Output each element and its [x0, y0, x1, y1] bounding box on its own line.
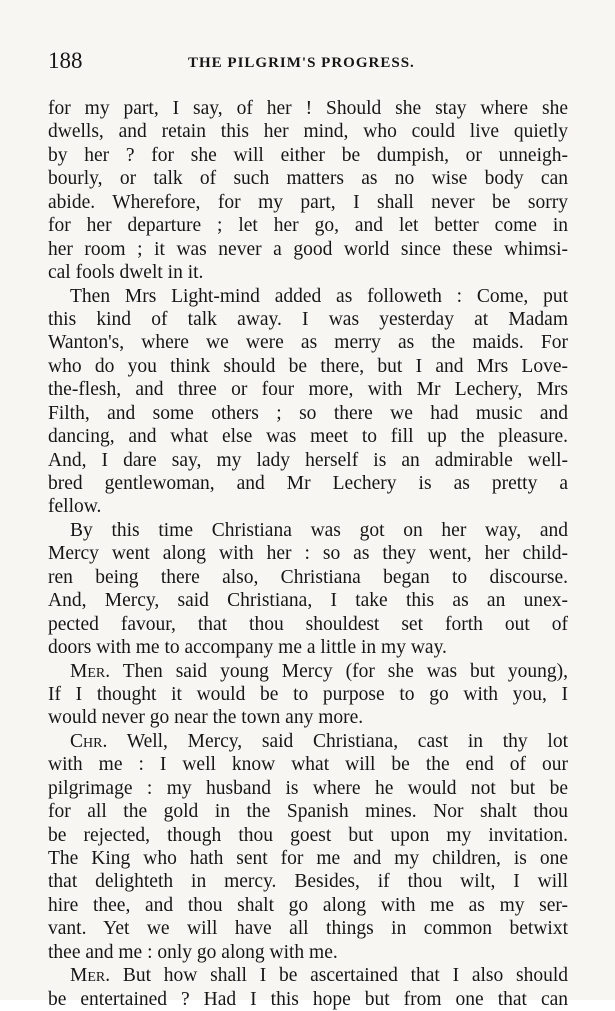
text-line [48, 917, 568, 940]
text-line [48, 144, 568, 167]
text-line [48, 449, 568, 472]
line-text: the-flesh, and three or four more, with Mr Lechery, Mrs [48, 379, 568, 401]
text-line [48, 425, 568, 448]
text-line [48, 97, 568, 120]
line-text: dancing, and what else was meet to fill up the pleasure. [48, 426, 568, 448]
line-text: be entertained ? Had I this hope but from one that can [48, 988, 568, 1010]
line-text: thee and me : only go along with me. [48, 941, 338, 963]
text-line [48, 847, 568, 870]
text-line [48, 964, 568, 987]
text-line [48, 800, 568, 823]
text-line [48, 706, 568, 729]
text-line [48, 214, 568, 237]
text-line [48, 730, 568, 753]
line-text: If I thought it would be to purpose to go with you, I [48, 683, 568, 705]
line-text: with me : I well know what will be the end of our [48, 754, 568, 776]
line-text: that delighteth in mercy. Besides, if thou wilt, I will [48, 871, 568, 893]
line-text: pilgrimage : my husband is where he would not but be [48, 777, 568, 799]
line-text: for her departure ; let her go, and let better come in [48, 215, 568, 237]
text-line [48, 378, 568, 401]
body-text [48, 97, 568, 1011]
line-text: by her ? for she will either be dumpish, or unneigh- [48, 144, 568, 166]
text-line [48, 683, 568, 706]
line-text: abide. Wherefore, for my part, I shall never be sorry [48, 191, 568, 213]
running-title: THE PILGRIM'S PROGRESS. [188, 55, 415, 71]
line-text: this kind of talk away. I was yesterday at Madam [48, 308, 568, 330]
line-text: And, Mercy, said Christiana, I take this as an unex- [48, 590, 568, 612]
line-text: fellow. [48, 496, 102, 518]
text-line [48, 355, 568, 378]
page-number: 188 [48, 48, 83, 73]
text-line [48, 824, 568, 847]
line-text: ren being there also, Christiana began to discourse. [48, 566, 568, 588]
line-text: who do you think should be there, but I and Mrs Love- [48, 355, 568, 377]
line-text: Mercy went along with her : so as they went, her child- [48, 543, 568, 565]
running-header [48, 48, 568, 78]
line-text: bourly, or talk of such matters as no wise body can [48, 168, 568, 190]
line-text: Then Mrs Light-mind added as followeth : Come, put [70, 285, 568, 307]
line-text: pected favour, that thou shouldest set forth out of [48, 613, 568, 635]
text-line [48, 519, 568, 542]
text-line [48, 191, 568, 214]
text-line [48, 613, 568, 636]
text-line [48, 589, 568, 612]
text-line [48, 988, 568, 1011]
line-text: Well, Mercy, said Christiana, cast in thy lot [107, 730, 568, 752]
text-line [48, 660, 568, 683]
line-text: would never go near the town any more. [48, 707, 364, 729]
line-text: Wanton's, where we were as merry as the maids. For [48, 332, 568, 354]
text-line [48, 472, 568, 495]
text-line [48, 120, 568, 143]
text-line [48, 285, 568, 308]
text-line [48, 753, 568, 776]
line-text: vant. Yet we will have all things in common betwixt [48, 918, 568, 940]
line-text: doors with me to accompany me a little in my way. [48, 637, 447, 659]
text-line [48, 636, 568, 659]
text-line [48, 261, 568, 284]
text-line [48, 894, 568, 917]
text-line [48, 566, 568, 589]
text-line [48, 542, 568, 565]
line-text: dwells, and retain this her mind, who could live quietly [48, 121, 568, 143]
line-text: for my part, I say, of her ! Should she stay where she [48, 98, 568, 119]
text-line [48, 331, 568, 354]
line-text: Filth, and some others ; so there we had music and [48, 402, 568, 424]
line-text: The King who hath sent for me and my children, is one [48, 848, 568, 869]
line-text: But how shall I be ascertained that I also should [110, 965, 568, 987]
text-line [48, 495, 568, 518]
text-line [48, 308, 568, 331]
text-line [48, 870, 568, 893]
speaker-label: Mer. [70, 660, 111, 682]
line-text: And, I dare say, my lady herself is an admirable well- [48, 449, 568, 471]
line-text: By this time Christiana was got on her way, and [70, 519, 568, 541]
text-line [48, 777, 568, 800]
text-line [48, 941, 568, 964]
line-text: hire thee, and thou shalt go along with me as my ser- [48, 894, 568, 916]
line-text: be rejected, though thou goest but upon my invitation. [48, 824, 568, 846]
line-text: cal fools dwelt in it. [48, 262, 204, 284]
speaker-label: Chr. [70, 730, 108, 752]
text-line [48, 167, 568, 190]
line-text: her room ; it was never a good world since these whimsi- [48, 238, 568, 260]
line-text: for all the gold in the Spanish mines. Nor shalt thou [48, 801, 568, 823]
text-line [48, 402, 568, 425]
line-text: bred gentlewoman, and Mr Lechery is as pretty a [48, 473, 568, 494]
line-text: Then said young Mercy (for she was but young), [110, 660, 568, 682]
text-line [48, 238, 568, 261]
speaker-label: Mer. [70, 965, 111, 987]
